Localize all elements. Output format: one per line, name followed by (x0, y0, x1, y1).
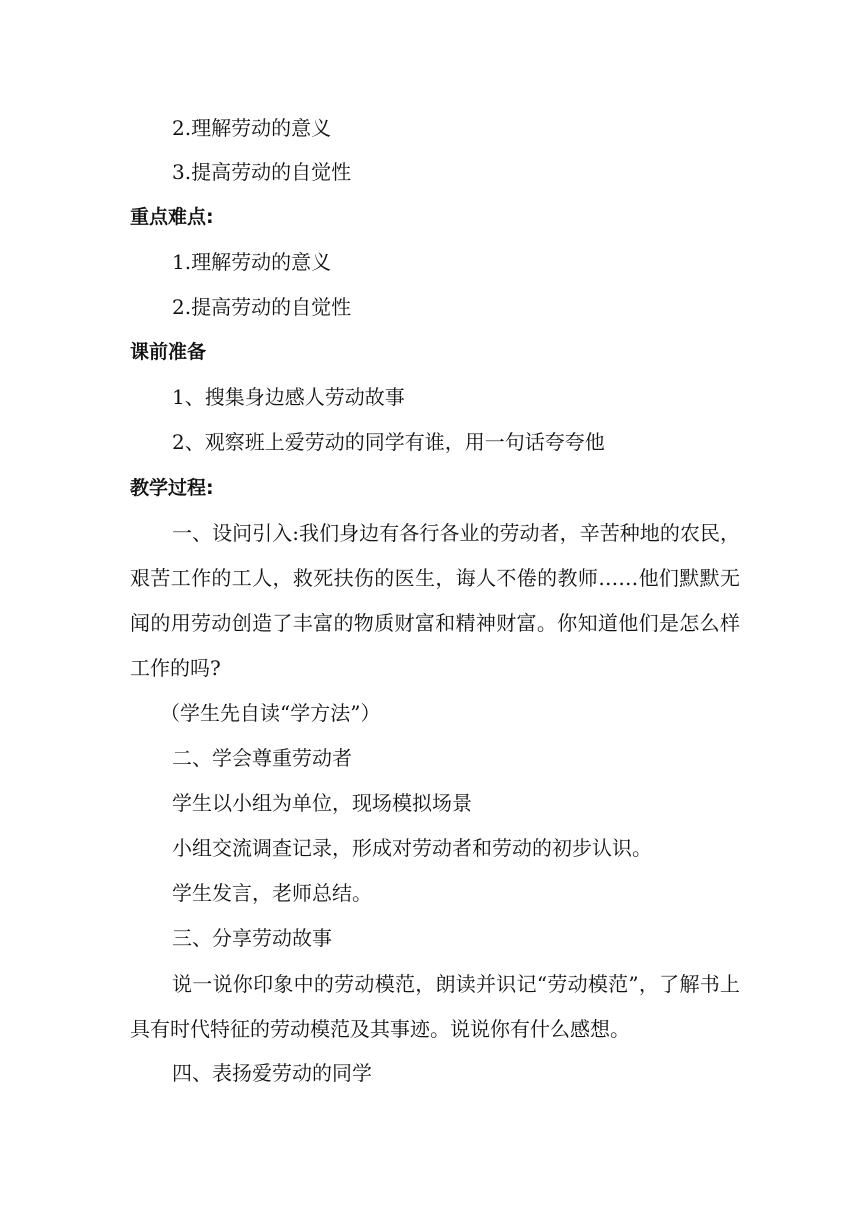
step-3-paragraph: 说一说你印象中的劳动模范，朗读并识记“劳动模范”，了解书上具有时代特征的劳动模范及其事迹。说说你有什么感想。 (130, 972, 740, 1041)
key-point-item-1: 1.理解劳动的意义 (172, 250, 332, 274)
preparation-heading: 课前准备 (130, 341, 207, 363)
step-4-title: 四、表扬爱劳动的同学 (172, 1061, 372, 1085)
step-2-line-2: 小组交流调查记录，形成对劳动者和劳动的初步认识。 (172, 836, 652, 860)
self-read-note: （学生先自读“学方法”） (160, 701, 381, 725)
preparation-item-2: 2、观察班上爱劳动的同学有谁，用一句话夸夸他 (172, 430, 605, 454)
step-2-line-1: 学生以小组为单位，现场模拟场景 (172, 791, 472, 815)
process-heading: 教学过程: (130, 477, 214, 499)
step-2-line-3: 学生发言，老师总结。 (172, 881, 372, 905)
key-points-heading: 重点难点: (130, 206, 214, 228)
key-point-item-2: 2.提高劳动的自觉性 (172, 295, 352, 319)
preparation-item-1: 1、搜集身边感人劳动故事 (172, 385, 405, 409)
intro-paragraph: 一、设问引入:我们身边有各行各业的劳动者，辛苦种地的农民，艰苦工作的工人，救死扶伤的医生，诲人不倦的教师……他们默默无闻的用劳动创造了丰富的物质财富和精神财富。你知道他们是怎么样工作的吗? (130, 521, 740, 680)
objective-item-3: 3.提高劳动的自觉性 (172, 160, 352, 184)
objective-item-2: 2.理解劳动的意义 (172, 116, 332, 140)
step-3-title: 三、分享劳动故事 (172, 926, 332, 950)
step-2-title: 二、学会尊重劳动者 (172, 746, 352, 770)
